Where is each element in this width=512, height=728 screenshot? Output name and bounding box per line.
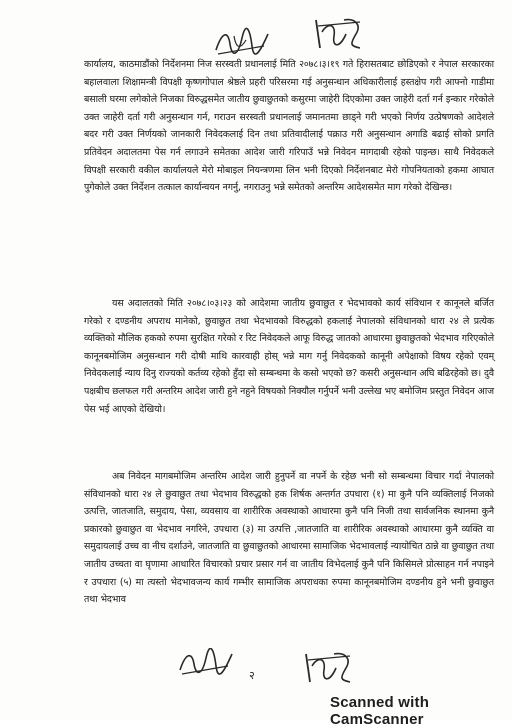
signature-scribble-icon [212, 26, 272, 58]
paragraph-text: यस अदालतको मिति २०७८।०३।२३ को आदेशमा जातीय छुवाछुत र भेदभावको कार्य संविधान र कानूनले बर्जित गरेको र दण्डनीय अपराध मानेको, छुवाछुत तथा भेदभावको विरुद्धको हकलाई नेपालको संविधानको धारा २४ ले प्रत्येक व्यक्तिको मौलिक हकको रुपमा सुरक्षित गरेको र रिट निवेदकले आफू विरुद्ध जातको आधारमा छुवाछुतको भेदभाव गरिएकोले कानूनबमोजिम अनुसन्धान गरी दोषी माथि कारवाही होस् भन्ने माग गर्नु निवेदकको कानूनी अपेक्षाको विषय रहेको एवम् निवेदकलाई न्याय दिनु राज्यको कर्तव्य रहेको हुँदा सो सम्बन्धमा के कसो भएको छ? कसरी अनुसन्धान अघि बढिरहेको छ। दुवै पक्षबीच छलफल गरी अन्तरिम आदेश जारी हुने नहुने विषयको निक्यौल गर्नुपर्ने भनी उल्लेख भए बमोजिम प्रस्तुत निवेदन आज पेस भई आएको देखियो। [84, 298, 494, 415]
document-paragraph-1 [84, 56, 494, 197]
paragraph-text: कार्यालय, काठमाडौंको निर्देशनमा निज सरस्वती प्रधानलाई मिति २०७८।३।१९ गते हिरासतबाट छोडिएको र नेपाल सरकारका बहालवाला शिक्षामन्त्री विपक्षी कृष्णगोपाल श्रेष्ठले प्रहरी परिसरमा गई अनुसन्धान अधिकारीलाई हस्तक्षेप गरी आफ्नो गाडीमा बसाली घरमा लगेकोले निजका विरुद्धसमेत जातीय छुवाछुतको कसुरमा जाहेरी दिएकोमा उक्त जाहेरी दर्ता गर्न इन्कार गरेकोले उक्त जाहेरी दर्ता गरी अनुसन्धान गर्न, गराउन सरस्वती प्रधानलाई जमानतमा छाड्ने गरी भएको निर्णय उत्प्रेषणको आदेशले बदर गरी उक्त निर्णयको जानकारी निवेदकलाई दिन तथा प्रतिवादीलाई पक्राउ गरी अनुसन्धान अगाडि बढाई सोको प्रगति प्रतिवेदन अदालतमा पेस गर्न लगाउने समेतका आदेश जारी गरिपाउँ भन्ने निवेदन मागदाबी रहेको पाइन्छ। साथै निवेदकले विपक्षी सरकारी वकील कार्यालयले मेरो मोबाइल नियन्त्रणमा लिन भनी दिएको निर्देशनबाट मेरो गोपनियताको हकमा आघात पुगेकोले उक्त निर्देशन तत्काल कार्यान्वयन नगर्नु, नगराउनु भन्ने समेतको अन्तरिम आदेशसमेत माग गरेको देखिन्छ। [84, 59, 494, 194]
document-paragraph-2 [84, 295, 494, 418]
signature-scribble-icon [176, 648, 236, 678]
signature-top-left [212, 26, 272, 58]
signature-bottom-right [300, 648, 358, 688]
signature-bottom-left [176, 648, 236, 678]
document-paragraph-3 [84, 468, 494, 609]
signature-scribble-icon [300, 648, 358, 688]
signature-scribble-icon [310, 12, 366, 54]
signature-top-right [310, 12, 366, 54]
paragraph-text: अब निवेदन मागबमोजिम अन्तरिम आदेश जारी हुनुपर्ने वा नपर्ने के रहेछ भनी सो सम्बन्धमा विचार गर्दा नेपालको संविधानको धारा २४ ले छुवाछुत तथा भेदभाव विरुद्धको हक शिर्षक अन्तर्गत उपधारा (१) मा कुनै पनि व्यक्तिलाई निजको उत्पत्ति, जातजाति, समुदाय, पेसा, व्यवसाय वा शारीरिक अवस्थाको आधारमा कुनै पनि निजी तथा सार्वजनिक स्थानमा कुनै प्रकारको छुवाछुत वा भेदभाव नगरिने, उपधारा (३) मा उत्पत्ति ,जातजाति वा शारीरिक अवस्थाको आधारमा कुनै व्यक्ति वा समुदायलाई उच्च वा नीच दर्शाउने, जातजाति वा छुवाछुतको आधारमा सामाजिक भेदभावलाई न्यायोचित ठान्ने वा छुवाछुत तथा जातीय उच्चता वा घृणामा आधारित विचारको प्रचार प्रसार गर्न वा जातीय विभेदलाई कुनै पनि किसिमले प्रोत्साहन गर्न नपाइने र उपधारा (५) मा त्यस्तो भेदभावजन्य कार्य गम्भीर सामाजिक अपराधका रुपमा कानूनबमोजिम दण्डनीय हुने भनी छुवाछुत तथा भेदभाव [84, 471, 494, 606]
page-number: २ [249, 669, 255, 682]
camscanner-watermark: Scanned with CamScanner [330, 694, 430, 728]
